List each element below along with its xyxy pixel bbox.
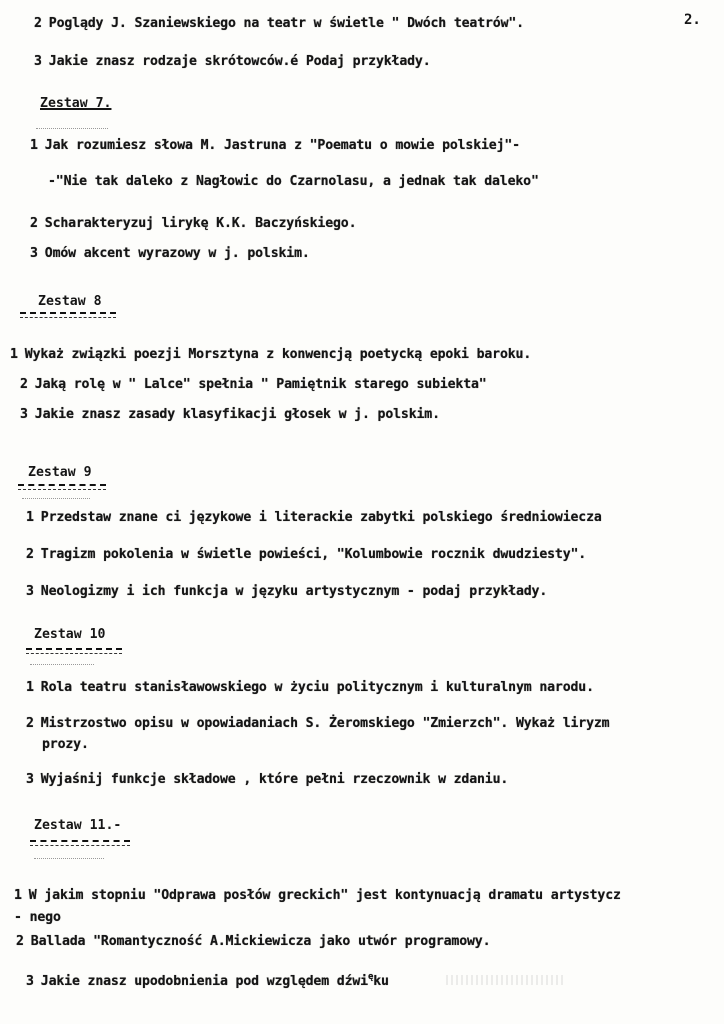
item-text: Jak rozumiesz słowa M. Jastruna z "Poematu o mowie polskiej"- xyxy=(44,138,520,153)
list-item xyxy=(26,772,508,787)
set-heading: Zestaw 10 xyxy=(34,627,106,642)
item-number: 3 xyxy=(26,974,34,989)
set-heading: Zestaw 9 xyxy=(28,465,92,480)
item-number: 3 xyxy=(20,407,28,422)
list-item xyxy=(30,246,310,261)
list-item xyxy=(34,16,524,31)
list-item xyxy=(34,54,431,69)
item-number: 3 xyxy=(30,246,38,261)
list-item xyxy=(30,138,520,153)
item-number: 1 xyxy=(26,510,34,525)
divider xyxy=(30,664,94,665)
heading-underline xyxy=(26,648,122,654)
item-text-tail: ku xyxy=(373,974,389,989)
list-item xyxy=(26,547,586,562)
list-item xyxy=(26,680,594,695)
item-text: Wyjaśnij funkcje składowe , które pełni rzeczownik w zdaniu. xyxy=(40,772,509,787)
item-text: prozy. xyxy=(42,737,89,752)
item-number: 1 xyxy=(30,138,38,153)
divider xyxy=(36,128,108,129)
divider xyxy=(34,858,104,859)
item-text: Poglądy J. Szaniewskiego na teatr w świetle " Dwóch teatrów". xyxy=(48,16,524,31)
heading-underline xyxy=(20,312,116,318)
heading-underline xyxy=(18,484,106,490)
item-text: Wykaż związki poezji Morsztyna z konwencją poetycką epoki baroku. xyxy=(24,347,532,362)
list-item xyxy=(42,737,89,752)
item-text: Scharakteryzuj lirykę K.K. Baczyńskiego. xyxy=(44,216,357,231)
heading-underline xyxy=(30,840,130,846)
item-number: 2 xyxy=(26,547,34,562)
divider xyxy=(22,498,90,499)
item-number: 2 xyxy=(26,716,34,731)
item-number: 3 xyxy=(34,54,42,69)
item-text: Przedstaw znane ci językowe i literackie zabytki polskiego średniowiecza xyxy=(40,510,602,525)
list-item xyxy=(20,377,487,392)
item-number: 1 xyxy=(26,680,34,695)
item-text: Jaką rolę w " Lalce" spełnia " Pamiętnik starego subiekta" xyxy=(34,377,487,392)
item-text: W jakim stopniu "Odprawa posłów greckich" jest kontynuacją dramatu artystycz xyxy=(28,888,621,903)
list-item xyxy=(20,407,440,422)
item-text: Rola teatru stanisławowskiego w życiu politycznym i kulturalnym narodu. xyxy=(40,680,594,695)
list-item xyxy=(14,888,621,903)
item-text: Mistrzostwo opisu w opowiadaniach S. Żeromskiego "Zmierzch". Wykaż liryzm xyxy=(40,716,610,731)
set-heading: Zestaw 8 xyxy=(38,294,102,309)
list-item xyxy=(26,716,609,731)
item-text: Jakie znasz zasady klasyfikacji głosek w j. polskim. xyxy=(34,407,440,422)
list-item xyxy=(14,910,61,925)
list-item xyxy=(26,972,389,989)
item-text: Omów akcent wyrazowy w j. polskim. xyxy=(44,246,310,261)
list-item xyxy=(26,510,602,525)
item-number: 1 xyxy=(10,347,18,362)
item-number: 2 xyxy=(16,934,24,949)
list-item xyxy=(16,934,490,949)
list-item xyxy=(48,174,539,189)
item-text: -"Nie tak daleko z Nagłowic do Czarnolasu, a jednak tak daleko" xyxy=(48,174,539,189)
item-number: 2 xyxy=(34,16,42,31)
superscript-letter: ę xyxy=(367,972,374,982)
item-text: Jakie znasz upodobnienia pod względem dźwi xyxy=(40,974,368,989)
item-number: 2 xyxy=(20,377,28,392)
list-item xyxy=(26,584,547,599)
item-number: 2 xyxy=(30,216,38,231)
item-number: 3 xyxy=(26,584,34,599)
item-text: Neologizmy i ich funkcja w języku artystycznym - podaj przykłady. xyxy=(40,584,548,599)
item-text: - nego xyxy=(14,910,61,925)
item-text: Ballada "Romantyczność A.Mickiewicza jako utwór programowy. xyxy=(30,934,491,949)
item-number: 1 xyxy=(14,888,22,903)
list-item xyxy=(30,216,356,231)
set-heading: Zestaw 11.- xyxy=(34,818,122,833)
faded-text-smudge xyxy=(446,975,566,985)
page-number: 2. xyxy=(684,12,701,28)
item-number: 3 xyxy=(26,772,34,787)
set-heading: Zestaw 7. xyxy=(40,96,112,111)
list-item xyxy=(10,347,531,362)
item-text: Jakie znasz rodzaje skrótowców.é Podaj przykłady. xyxy=(48,54,431,69)
item-text: Tragizm pokolenia w świetle powieści, "Kolumbowie rocznik dwudziesty". xyxy=(40,547,587,562)
